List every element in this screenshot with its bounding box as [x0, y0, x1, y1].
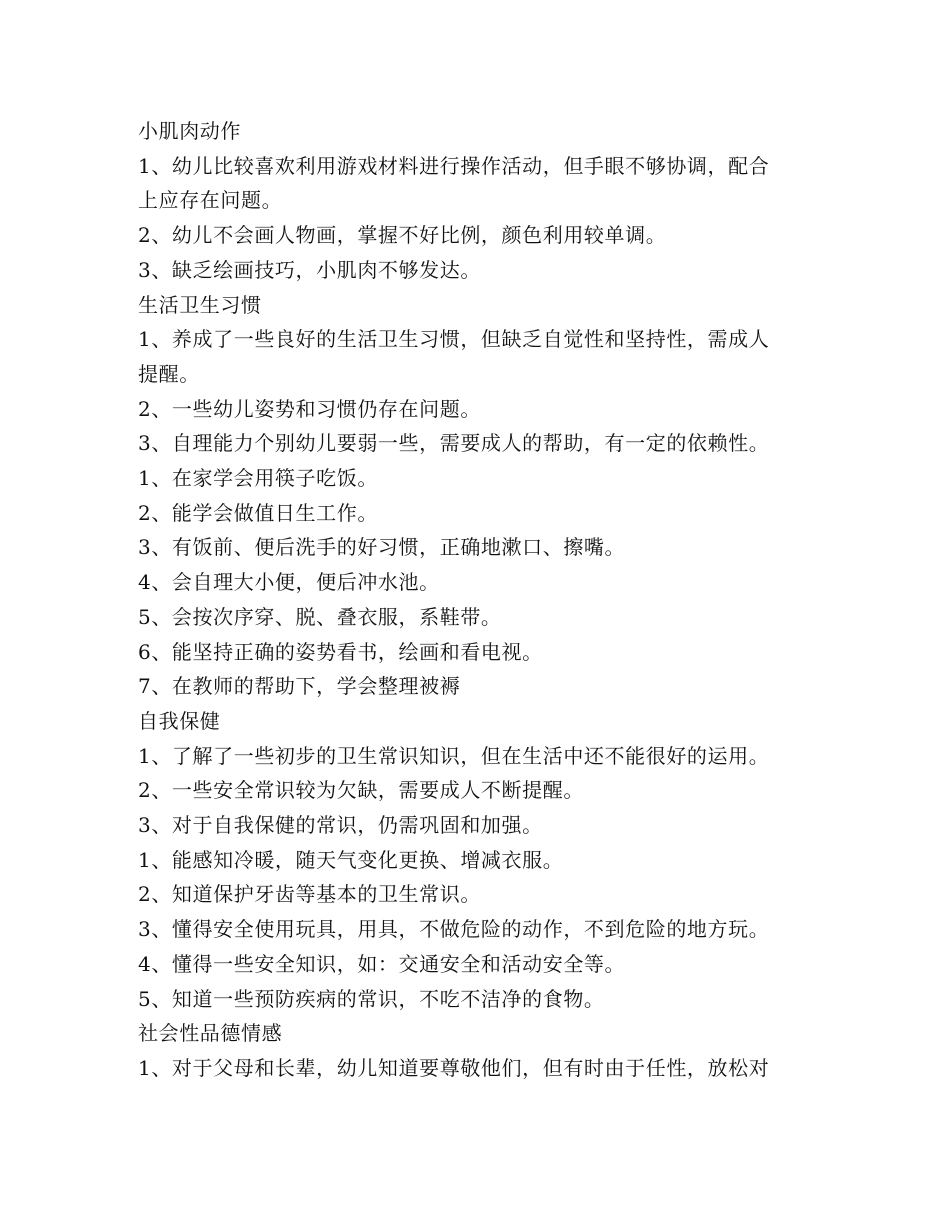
section-heading-social-moral: 社会性品德情感 [138, 1021, 283, 1046]
text-line: 提醒。 [138, 361, 200, 386]
text-line: 3、对于自我保健的常识，仍需巩固和加强。 [138, 813, 543, 838]
section-heading-fine-motor: 小肌肉动作 [138, 119, 241, 143]
text-line: 1、养成了一些良好的生活卫生习惯，但缺乏自觉性和坚持性，需成人 [138, 327, 770, 352]
text-line: 7、在教师的帮助下，学会整理被褥 [138, 674, 461, 699]
text-line: 3、有饭前、便后洗手的好习惯，正确地漱口、擦嘴。 [138, 535, 626, 560]
section-heading-self-care: 自我保健 [138, 708, 221, 733]
text-line: 1、在家学会用筷子吃饭。 [138, 466, 378, 491]
text-line: 上应存在问题。 [138, 188, 283, 213]
text-line: 4、会自理大小便，便后冲水池。 [138, 570, 440, 595]
section-heading-hygiene-habits: 生活卫生习惯 [138, 292, 262, 317]
text-line: 2、幼儿不会画人物画，掌握不好比例，颜色利用较单调。 [138, 223, 667, 248]
document-body [138, 114, 828, 1086]
text-line: 2、能学会做值日生工作。 [138, 500, 378, 525]
text-line: 5、会按次序穿、脱、叠衣服，系鞋带。 [138, 604, 502, 629]
text-line: 3、懂得安全使用玩具，用具，不做危险的动作，不到危险的地方玩。 [138, 917, 770, 942]
text-line: 3、缺乏绘画技巧，小肌肉不够发达。 [138, 257, 481, 282]
text-line: 2、一些幼儿姿势和习惯仍存在问题。 [138, 396, 481, 421]
text-line: 2、知道保护牙齿等基本的卫生常识。 [138, 882, 481, 907]
text-line: 4、懂得一些安全知识，如：交通安全和活动安全等。 [138, 951, 626, 976]
text-line: 5、知道一些预防疾病的常识，不吃不洁净的食物。 [138, 986, 605, 1011]
text-line: 1、能感知冷暖，随天气变化更换、增减衣服。 [138, 847, 564, 872]
text-line: 1、幼儿比较喜欢利用游戏材料进行操作活动，但手眼不够协调，配合 [138, 153, 770, 178]
text-line: 3、自理能力个别幼儿要弱一些，需要成人的帮助，有一定的依赖性。 [138, 431, 770, 456]
text-line: 1、了解了一些初步的卫生常识知识，但在生活中还不能很好的运用。 [138, 743, 770, 768]
text-line: 6、能坚持正确的姿势看书，绘画和看电视。 [138, 639, 543, 664]
text-line: 2、一些安全常识较为欠缺，需要成人不断提醒。 [138, 778, 584, 803]
text-line: 1、对于父母和长辈，幼儿知道要尊敬他们，但有时由于任性，放松对 [138, 1055, 770, 1080]
